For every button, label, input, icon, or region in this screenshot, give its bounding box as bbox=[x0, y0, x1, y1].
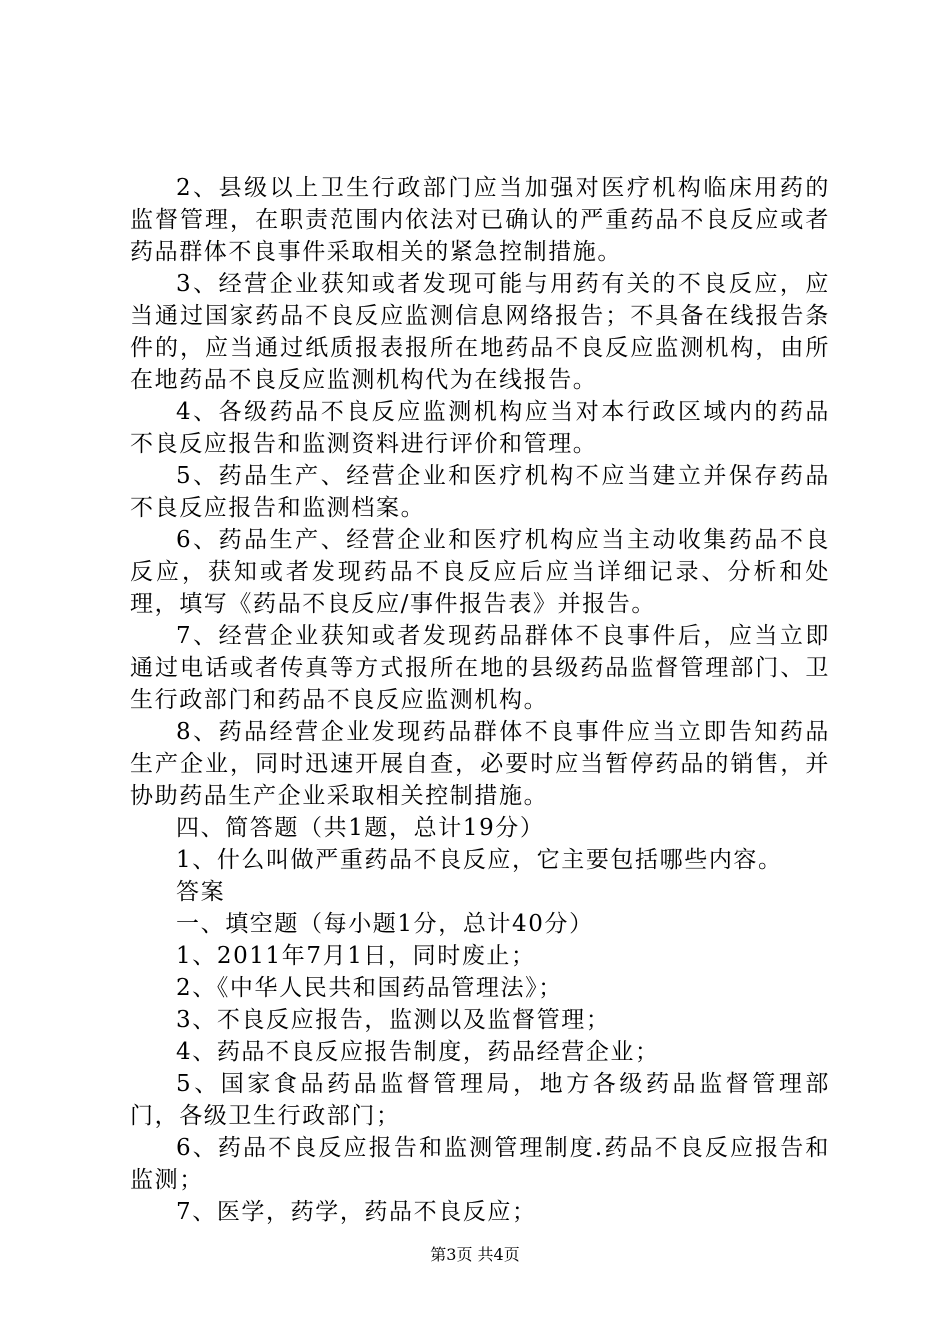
answers-heading: 答案 bbox=[176, 879, 226, 905]
document-body bbox=[130, 172, 830, 1228]
paragraph-q6: 6、药品生产、经营企业和医疗机构应当主动收集药品不良反应，获知或者发现药品不良反应后应当详细记录、分析和处理，填写《药品不良反应/事件报告表》并报告。 bbox=[130, 527, 830, 617]
answer-item-3: 3、不良反应报告，监测以及监督管理； bbox=[176, 1007, 611, 1033]
answer-item-4: 4、药品不良反应报告制度，药品经营企业； bbox=[176, 1039, 660, 1065]
paragraph-q8: 8、药品经营企业发现药品群体不良事件应当立即告知药品生产企业，同时迅速开展自查，必要时应当暂停药品的销售，并协助药品生产企业采取相关控制措施。 bbox=[130, 719, 830, 809]
answer-item-2: 2、《中华人民共和国药品管理法》； bbox=[176, 975, 563, 1001]
paragraph-q5: 5、药品生产、经营企业和医疗机构不应当建立并保存药品不良反应报告和监测档案。 bbox=[130, 463, 830, 521]
page-number-footer: 第3页 共4页 bbox=[430, 1245, 520, 1264]
paragraph-q3: 3、经营企业获知或者发现可能与用药有关的不良反应，应当通过国家药品不良反应监测信息网络报告；不具备在线报告条件的，应当通过纸质报表报所在地药品不良反应监测机构，由所在地药品不良反应监测机构代为在线报告。 bbox=[130, 271, 830, 393]
answer-item-1: 1、2011年7月1日，同时废止； bbox=[176, 943, 536, 969]
answer-item-7: 7、医学，药学，药品不良反应； bbox=[176, 1199, 537, 1225]
section-heading-short-answer: 四、简答题（共1题，总计19分） bbox=[176, 815, 545, 841]
paragraph-q7: 7、经营企业获知或者发现药品群体不良事件后，应当立即通过电话或者传真等方式报所在地的县级药品监督管理部门、卫生行政部门和药品不良反应监测机构。 bbox=[130, 623, 830, 713]
paragraph-q4: 4、各级药品不良反应监测机构应当对本行政区域内的药品不良反应报告和监测资料进行评价和管理。 bbox=[130, 399, 830, 457]
paragraph-q2: 2、县级以上卫生行政部门应当加强对医疗机构临床用药的监督管理，在职责范围内依法对已确认的严重药品不良反应或者药品群体不良事件采取相关的紧急控制措施。 bbox=[130, 175, 830, 265]
short-answer-question-1: 1、什么叫做严重药品不良反应，它主要包括哪些内容。 bbox=[176, 847, 783, 873]
answer-item-5: 5、国家食品药品监督管理局，地方各级药品监督管理部门，各级卫生行政部门； bbox=[130, 1071, 830, 1129]
answers-section-fill-in: 一、填空题（每小题1分，总计40分） bbox=[176, 911, 594, 937]
answer-item-6: 6、药品不良反应报告和监测管理制度.药品不良反应报告和监测； bbox=[130, 1135, 830, 1193]
